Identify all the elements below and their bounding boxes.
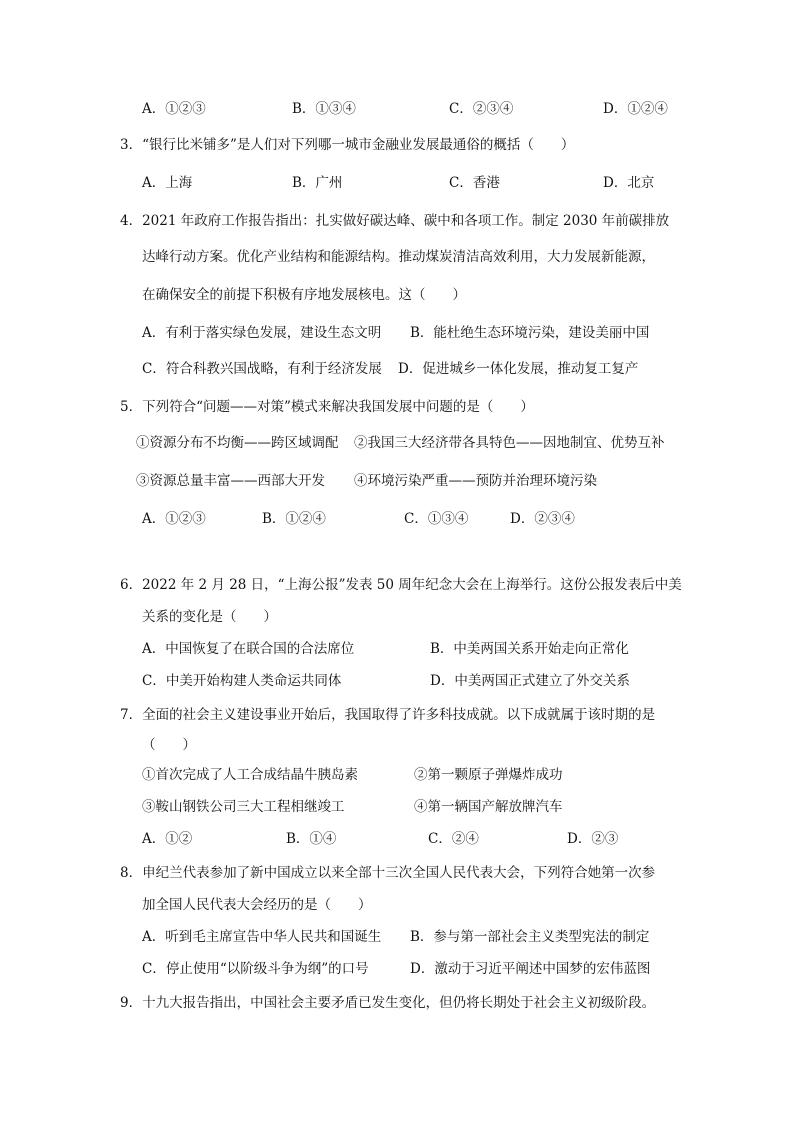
q7-option-b: B．①④ — [286, 831, 337, 847]
q5-option-b: B．①②④ — [262, 511, 326, 527]
q5-option-c: C．①③④ — [404, 511, 469, 527]
q4-option-b: B．能杜绝生态环境污染，建设美丽中国 — [410, 325, 650, 341]
q7-option-d: D．②③ — [567, 831, 619, 847]
q3-option-b: B．广州 — [292, 175, 343, 191]
q8-option-a: A．听到毛主席宣告中华人民共和国诞生 — [142, 929, 382, 945]
q7-item-1: ①首次完成了人工合成结晶牛胰岛素 — [142, 767, 358, 783]
q7-option-a: A．①② — [142, 831, 193, 847]
q4-option-d: D．促进城乡一体化发展，推动复工复产 — [398, 361, 639, 377]
q7-item-3: ③鞍山钢铁公司三大工程相继竣工 — [142, 799, 345, 815]
q3-stem: 3．“银行比米铺多”是人们对下列哪一城市金融业发展最通俗的概括（ ） — [120, 137, 575, 153]
q7-item-2: ②第一颗原子弹爆炸成功 — [414, 767, 563, 783]
q7-stem-line-2: （ ） — [142, 737, 196, 753]
q4-stem-line-1: 4．2021 年政府工作报告指出：扎实做好碳达峰、碳中和各项工作。制定 2030 年前碳排放 — [120, 213, 670, 229]
q2-option-a: A．①②③ — [142, 101, 206, 117]
q3-option-d: D．北京 — [603, 175, 655, 191]
q6-option-b: B．中美两国关系开始走向正常化 — [430, 641, 629, 657]
q6-stem-line-1: 6．2022 年 2 月 28 日，“上海公报”发表 50 周年纪念大会在上海举行。这份公报发表后中美 — [120, 577, 682, 593]
q2-option-c: C．②③④ — [449, 101, 514, 117]
q4-option-a: A．有利于落实绿色发展，建设生态文明 — [142, 325, 382, 341]
q7-item-4: ④第一辆国产解放牌汽车 — [414, 799, 563, 815]
q5-option-d: D．②③④ — [510, 511, 575, 527]
q3-option-c: C．香港 — [449, 175, 500, 191]
q8-option-c: C．停止使用“以阶级斗争为纲”的口号 — [142, 961, 369, 977]
q5-option-a: A．①②③ — [142, 511, 206, 527]
q5-stem: 5．下列符合“问题——对策”模式来解决我国发展中问题的是（ ） — [120, 399, 534, 415]
q5-item-3: ③资源总量丰富——西部大开发 — [136, 473, 325, 489]
q7-stem-line-1: 7．全面的社会主义建设事业开始后，我国取得了许多科技成就。以下成就属于该时期的是 — [120, 707, 656, 723]
q4-stem-line-3: 在确保安全的前提下积极有序地发展核电。这（ ） — [142, 287, 466, 303]
q6-stem-line-2: 关系的变化是（ ） — [142, 609, 277, 625]
q4-stem-line-2: 达峰行动方案。优化产业结构和能源结构。推动煤炭清洁高效利用，大力发展新能源， — [142, 249, 655, 265]
q6-option-a: A．中国恢复了在联合国的合法席位 — [142, 641, 355, 657]
q9-stem: 9．十九大报告指出，中国社会主要矛盾已发生变化，但仍将长期处于社会主义初级阶段。 — [120, 995, 656, 1011]
q4-option-c: C．符合科教兴国战略，有利于经济发展 — [142, 361, 382, 377]
q5-item-1: ①资源分布不均衡——跨区域调配 — [136, 435, 339, 451]
q6-option-c: C．中美开始构建人类命运共同体 — [142, 673, 342, 689]
q2-option-b: B．①③④ — [292, 101, 356, 117]
q8-option-d: D．激动于习近平阐述中国梦的宏伟蓝图 — [410, 961, 651, 977]
q5-item-4: ④环境污染严重——预防并治理环境污染 — [354, 473, 597, 489]
q3-option-a: A．上海 — [142, 175, 193, 191]
q5-item-2: ②我国三大经济带各具特色——因地制宜、优势互补 — [354, 435, 665, 451]
q6-option-d: D．中美两国正式建立了外交关系 — [430, 673, 630, 689]
q8-stem-line-2: 加全国人民代表大会经历的是（ ） — [142, 897, 372, 913]
q8-stem-line-1: 8．申纪兰代表参加了新中国成立以来全部十三次全国人民代表大会，下列符合她第一次参 — [120, 865, 656, 881]
q7-option-c: C．②④ — [428, 831, 479, 847]
q2-option-d: D．①②④ — [603, 101, 668, 117]
q8-option-b: B．参与第一部社会主义类型宪法的制定 — [410, 929, 650, 945]
